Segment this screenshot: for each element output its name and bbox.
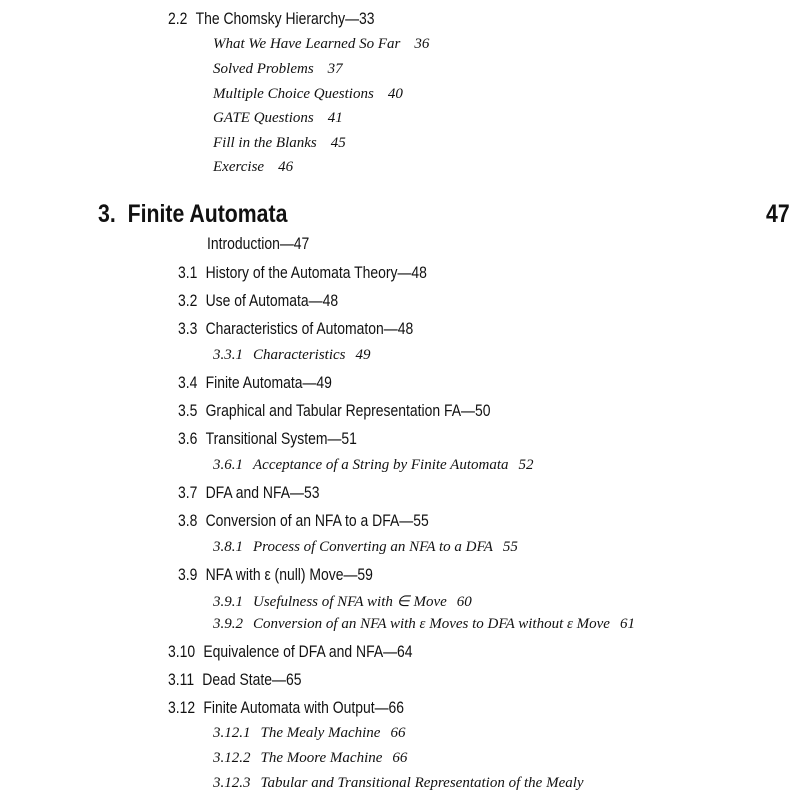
toc-subsection: 3.9.2 Conversion of an NFA with ε Moves to DFA without ε Move 61 xyxy=(213,616,635,632)
toc-section: 3.2 Use of Automata—48 xyxy=(178,291,339,310)
section-number: 2.2 xyxy=(168,9,188,28)
toc-section: 3.11 Dead State—65 xyxy=(168,670,302,689)
chapter-title: Finite Automata xyxy=(127,200,288,228)
toc-item: Exercise 46 xyxy=(213,159,294,175)
chapter-page-number: 47 xyxy=(766,200,790,228)
toc-introduction: Introduction—47 xyxy=(207,234,310,253)
toc-item: What We Have Learned So Far 36 xyxy=(213,36,430,52)
toc-section: 3.8 Conversion of an NFA to a DFA—55 xyxy=(178,511,429,530)
toc-subsection: 3.12.3 Tabular and Transitional Representation of the Mealy xyxy=(213,775,584,791)
toc-item: Solved Problems 37 xyxy=(213,61,343,77)
toc-subsection: 3.9.1 Usefulness of NFA with ∈ Move 60 xyxy=(213,594,472,610)
toc-item: GATE Questions 41 xyxy=(213,110,343,126)
toc-subsection: 3.3.1 Characteristics 49 xyxy=(213,347,371,363)
section-title: The Chomsky Hierarchy—33 xyxy=(195,9,375,28)
toc-section: 3.7 DFA and NFA—53 xyxy=(178,483,320,502)
toc-section: 3.12 Finite Automata with Output—66 xyxy=(168,698,405,717)
toc-section: 3.10 Equivalence of DFA and NFA—64 xyxy=(168,642,413,661)
toc-section: 3.6 Transitional System—51 xyxy=(178,429,357,448)
toc-subsection: 3.12.2 The Moore Machine 66 xyxy=(213,750,408,766)
toc-item: Fill in the Blanks 45 xyxy=(213,135,346,151)
toc-section: 3.3 Characteristics of Automaton—48 xyxy=(178,319,414,338)
toc-section: 3.1 History of the Automata Theory—48 xyxy=(178,263,427,282)
toc-subsection: 3.8.1 Process of Converting an NFA to a DFA 55 xyxy=(213,539,518,555)
toc-section: 3.4 Finite Automata—49 xyxy=(178,373,332,392)
toc-section: 3.5 Graphical and Tabular Representation FA—50 xyxy=(178,401,491,420)
chapter-number: 3. xyxy=(98,200,116,228)
toc-item: Multiple Choice Questions 40 xyxy=(213,86,403,102)
toc-section: 3.9 NFA with ε (null) Move—59 xyxy=(178,565,373,584)
toc-subsection: 3.12.1 The Mealy Machine 66 xyxy=(213,725,406,741)
toc-section-2-2 xyxy=(168,9,375,29)
toc-subsection: 3.6.1 Acceptance of a String by Finite Automata 52 xyxy=(213,457,534,473)
chapter-heading xyxy=(98,200,287,229)
